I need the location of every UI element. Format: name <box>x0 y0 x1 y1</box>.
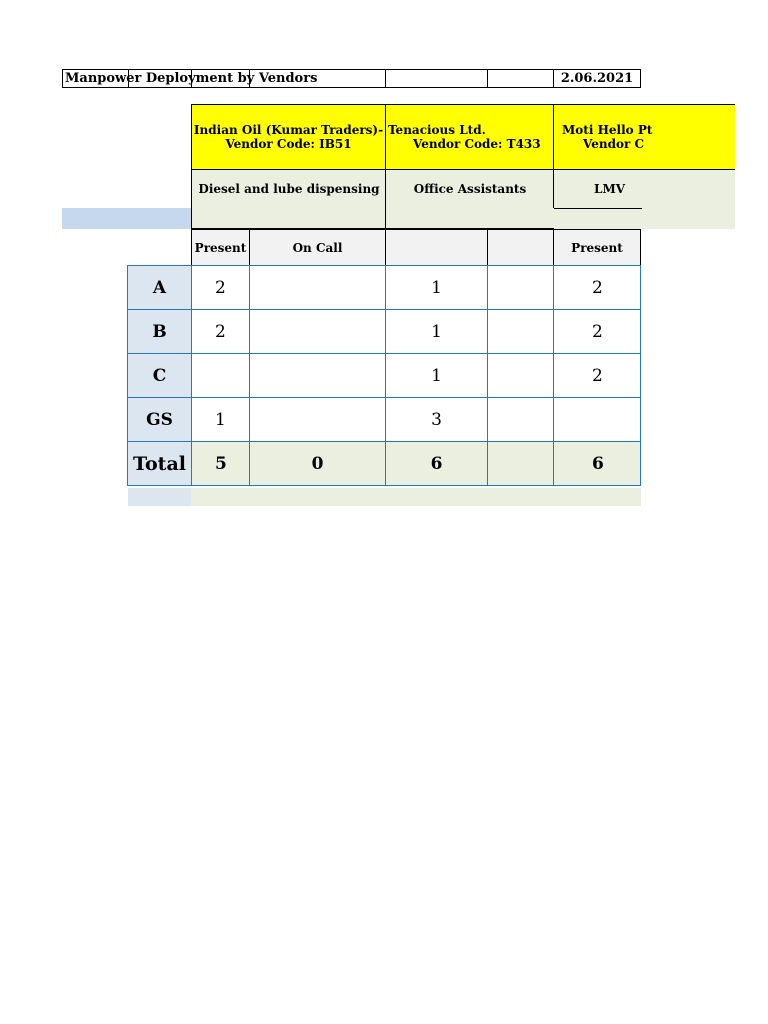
row-label-text: B <box>152 321 167 342</box>
vendor-code: Vendor Code: IB51 <box>225 137 352 151</box>
table-cell <box>385 397 488 442</box>
table-cell <box>385 309 488 354</box>
cell-value: 2 <box>592 277 603 298</box>
subheader-label: Present <box>194 240 247 255</box>
table-cell <box>249 265 386 310</box>
service-cell-3 <box>553 170 735 229</box>
vendor-name: Moti Hello Pt <box>562 123 653 137</box>
service-cell-2 <box>385 170 554 209</box>
subheader-empty <box>385 229 488 266</box>
service-label: Diesel and lube dispensing <box>198 182 380 196</box>
table-cell <box>249 309 386 354</box>
cell-value: 2 <box>215 277 226 298</box>
cell-value: 1 <box>431 365 442 386</box>
table-cell <box>191 265 250 310</box>
row-label-text: C <box>152 365 167 386</box>
table-cell <box>249 353 386 398</box>
subheader-empty <box>487 229 554 266</box>
service-label: LMV <box>594 182 626 196</box>
total-cell <box>385 441 488 486</box>
vendor-header-1 <box>191 104 386 170</box>
cell-value: 5 <box>215 453 227 474</box>
spacer-bar-1 <box>191 208 386 229</box>
date-cell <box>553 69 641 88</box>
cell-value: 1 <box>431 321 442 342</box>
total-cell <box>249 441 386 486</box>
table-cell <box>385 353 488 398</box>
subheader-present-1 <box>191 229 250 266</box>
cell-value: 6 <box>592 453 604 474</box>
table-cell <box>553 397 641 442</box>
table-cell <box>385 265 488 310</box>
table-cell <box>487 397 554 442</box>
total-row-label <box>127 441 192 486</box>
vendor-header-3 <box>553 104 735 170</box>
spacer-bar-2 <box>385 208 554 229</box>
subheader-on-call-1 <box>249 229 386 266</box>
title-empty-cell <box>487 69 554 88</box>
table-cell <box>191 353 250 398</box>
report-date: 2.06.2021 <box>560 71 634 86</box>
service-label: Office Assistants <box>413 182 527 196</box>
subheader-present-3 <box>553 229 641 266</box>
shift-row-label <box>127 265 192 310</box>
page-title: Manpower Deployment by Vendors <box>65 71 318 86</box>
table-cell <box>553 353 641 398</box>
spacer-bar-left <box>62 208 192 229</box>
cell-value: 6 <box>430 453 443 474</box>
title-gridline <box>191 69 192 88</box>
row-label-text: A <box>152 277 167 298</box>
cell-value: 2 <box>592 321 603 342</box>
bottom-bar <box>191 488 641 506</box>
vendor-name: Indian Oil (Kumar Traders)- <box>193 123 384 137</box>
total-cell <box>487 441 554 486</box>
cell-value: 3 <box>431 409 442 430</box>
title-cell <box>62 69 386 88</box>
cell-value: 0 <box>311 453 324 474</box>
vendor-code: Vendor Code: T433 <box>413 137 541 151</box>
subheader-label: Present <box>571 240 623 255</box>
vendor-code: Vendor C <box>583 137 645 151</box>
shift-row-label <box>127 353 192 398</box>
cell-value: 1 <box>215 409 226 430</box>
title-gridline <box>249 69 250 88</box>
shift-row-label <box>127 309 192 354</box>
table-cell <box>191 397 250 442</box>
table-cell <box>487 353 554 398</box>
total-cell <box>553 441 641 486</box>
vendor-header-2 <box>385 104 554 170</box>
title-empty-cell <box>385 69 488 88</box>
table-cell <box>249 397 386 442</box>
shift-row-label <box>127 397 192 442</box>
table-cell <box>487 265 554 310</box>
title-gridline <box>128 69 129 88</box>
service-cell-1 <box>191 170 386 209</box>
bottom-bar-left <box>128 488 192 506</box>
table-cell <box>553 265 641 310</box>
table-cell <box>487 309 554 354</box>
total-cell <box>191 441 250 486</box>
row-label-text: GS <box>146 409 173 430</box>
subheader-label: On Call <box>292 240 343 255</box>
table-cell <box>191 309 250 354</box>
cell-value: 1 <box>431 277 442 298</box>
cell-value: 2 <box>215 321 226 342</box>
cell-value: 2 <box>592 365 603 386</box>
row-label-text: Total <box>133 452 186 475</box>
vendor-name: Tenacious Ltd. <box>388 123 486 137</box>
table-cell <box>553 309 641 354</box>
